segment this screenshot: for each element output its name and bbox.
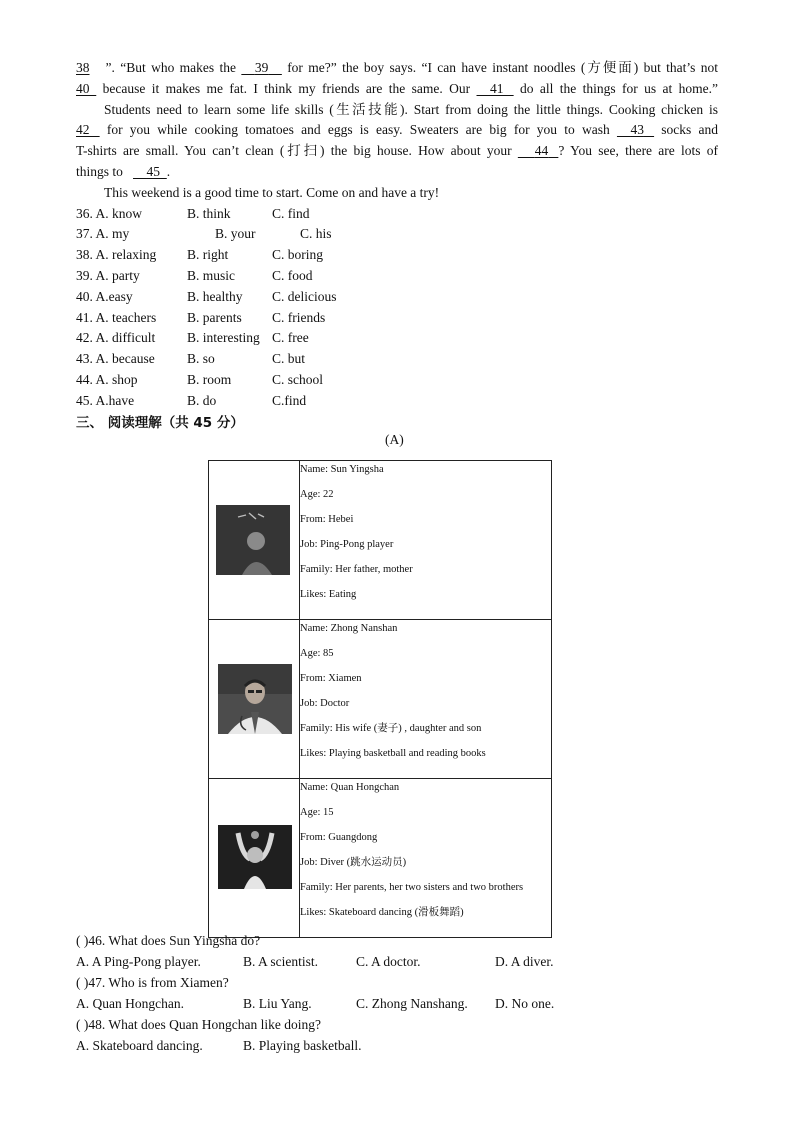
passage-line-7: This weekend is a good time to start. Come on and have a try! — [104, 185, 440, 200]
option-a: 41. A. teachers — [76, 310, 157, 325]
answer-a: A. Quan Hongchan. — [76, 996, 184, 1011]
answer-b: B. Liu Yang. — [243, 996, 312, 1011]
info-cell — [300, 461, 552, 620]
option-c: C. free — [272, 330, 309, 345]
option-c: C. boring — [272, 247, 324, 262]
option-b: B. interesting — [187, 330, 260, 345]
answer-d: D. A diver. — [495, 954, 554, 969]
option-c: C.find — [272, 393, 307, 408]
blank-44: 44 — [534, 143, 549, 158]
profile-from: From: Hebei — [300, 514, 354, 525]
option-a: 38. A. relaxing — [76, 247, 157, 262]
blank-38: 38 — [76, 60, 90, 75]
profile-photo — [218, 825, 292, 889]
option-a: 45. A.have — [76, 393, 135, 408]
photo-cell — [209, 461, 300, 620]
passage-line-6 — [76, 162, 718, 182]
profile-name: Name: Sun Yingsha — [300, 464, 384, 475]
info-cell — [300, 779, 552, 938]
profile-job: Job: Doctor — [300, 698, 350, 709]
profiles-table — [208, 460, 552, 938]
option-b: B. music — [187, 268, 236, 283]
option-c: C. friends — [272, 310, 326, 325]
option-b: B. healthy — [187, 289, 243, 304]
profile-age: Age: 85 — [300, 648, 334, 659]
passage-line-2 — [76, 79, 718, 99]
question-47: ( )47. Who is from Xiamen? — [76, 975, 229, 990]
option-c: C. school — [272, 372, 324, 387]
profile-photo — [216, 505, 290, 575]
passage-text: ? You see, there are lots of — [558, 143, 719, 158]
option-a: 44. A. shop — [76, 372, 138, 387]
question-46: ( )46. What does Sun Yingsha do? — [76, 933, 261, 948]
option-b: B. your — [215, 226, 256, 241]
profile-name: Name: Zhong Nanshan — [300, 623, 398, 634]
table-row — [209, 779, 552, 938]
blank-42: 42 — [76, 122, 90, 137]
profile-age: Age: 22 — [300, 489, 334, 500]
passage-line-5 — [76, 141, 718, 161]
profile-from: From: Guangdong — [300, 832, 378, 843]
photo-cell — [209, 620, 300, 779]
answer-c: C. Zhong Nanshang. — [356, 996, 468, 1011]
option-b: B. parents — [187, 310, 242, 325]
table-row — [209, 461, 552, 620]
profile-job: Job: Diver (跳水运动员) — [300, 857, 407, 868]
profile-likes: Likes: Eating — [300, 589, 357, 600]
option-a: 37. A. my — [76, 226, 130, 241]
passage-text: because it makes me fat. I think my friends are the same. Our — [102, 81, 471, 96]
photo-cell — [209, 779, 300, 938]
passage-text: do all the things for us at home.” — [520, 81, 719, 96]
answer-c: C. A doctor. — [356, 954, 421, 969]
option-c: C. food — [272, 268, 313, 283]
blank-43: 43 — [630, 122, 644, 137]
section-title: 三、 阅读理解（共 45 分） — [76, 415, 244, 431]
blank-45: 45 — [146, 164, 161, 179]
option-b: B. so — [187, 351, 215, 366]
profile-family: Family: Her parents, her two sisters and two brothers — [300, 882, 524, 893]
option-b: B. right — [187, 247, 229, 262]
profile-photo — [218, 664, 292, 734]
option-a: 39. A. party — [76, 268, 140, 283]
option-a: 40. A.easy — [76, 289, 133, 304]
passage-text: socks and — [661, 122, 719, 137]
passage-label: (A) — [385, 432, 404, 447]
option-c: C. his — [300, 226, 332, 241]
profile-name: Name: Quan Hongchan — [300, 782, 400, 793]
option-a: 36. A. know — [76, 206, 143, 221]
answer-b: B. A scientist. — [243, 954, 319, 969]
profile-family: Family: His wife (妻子) , daughter and son — [300, 723, 482, 734]
option-a: 42. A. difficult — [76, 330, 156, 345]
option-c: C. but — [272, 351, 306, 366]
passage-text: for you while cooking tomatoes and eggs is easy. Sweaters are big for you to wash — [106, 122, 610, 137]
answer-d: D. No one. — [495, 996, 555, 1011]
passage-text: . — [166, 164, 171, 179]
answer-b: B. Playing basketball. — [243, 1038, 362, 1053]
profile-family: Family: Her father, mother — [300, 564, 413, 575]
option-b: B. do — [187, 393, 217, 408]
blank-39: 39 — [254, 60, 269, 75]
option-a: 43. A. because — [76, 351, 155, 366]
profile-job: Job: Ping-Pong player — [300, 539, 394, 550]
passage-text: ”. “But who makes the — [105, 60, 236, 75]
passage-text: T-shirts are small. You can’t clean (打扫) the big house. How about your — [76, 143, 512, 158]
info-cell — [300, 620, 552, 779]
blank-41: 41 — [490, 81, 504, 96]
passage-text: for me?” the boy says. “I can have instant noodles (方便面) but that’s not — [287, 60, 719, 75]
answer-a: A. A Ping-Pong player. — [76, 954, 201, 969]
passage-line-3: Students need to learn some life skills (生活技能). Start from doing the little things. Cooking chicken is — [104, 102, 718, 117]
blank-40: 40 — [76, 81, 90, 96]
profile-age: Age: 15 — [300, 807, 334, 818]
option-b: B. room — [187, 372, 232, 387]
answer-a: A. Skateboard dancing. — [76, 1038, 203, 1053]
profile-from: From: Xiamen — [300, 673, 362, 684]
passage-line-4 — [76, 120, 718, 140]
profile-likes: Likes: Playing basketball and reading books — [300, 748, 486, 759]
table-row — [209, 620, 552, 779]
option-c: C. delicious — [272, 289, 337, 304]
option-b: B. think — [187, 206, 231, 221]
question-48: ( )48. What does Quan Hongchan like doing? — [76, 1017, 321, 1032]
option-c: C. find — [272, 206, 310, 221]
profile-likes: Likes: Skateboard dancing (滑板舞蹈) — [300, 907, 464, 918]
passage-text: things to — [76, 164, 123, 179]
passage-line-1 — [76, 58, 718, 78]
